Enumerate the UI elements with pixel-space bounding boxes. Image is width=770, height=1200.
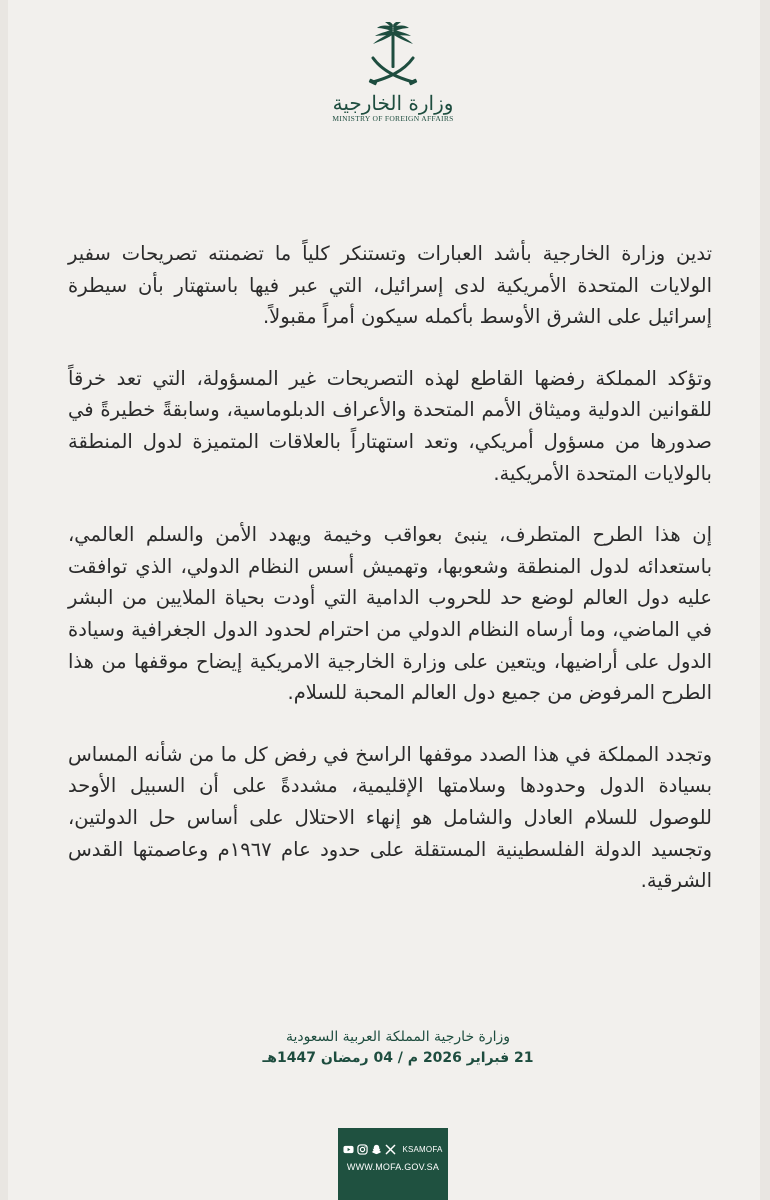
social-footer — [338, 1128, 448, 1200]
instagram-icon[interactable] — [357, 1144, 368, 1155]
palm-swords-emblem-icon — [363, 22, 423, 90]
issuer-name: وزارة خارجية المملكة العربية السعودية — [285, 1029, 511, 1045]
x-icon[interactable] — [385, 1144, 396, 1155]
logo-english-wordmark: MINISTRY OF FOREIGN AFFAIRS — [332, 114, 454, 123]
statement-body — [68, 238, 712, 927]
statement-paragraph-4: وتجدد المملكة في هذا الصدد موقفها الراسخ في رفض كل ما من شأنه المساس بسيادة الدول وحدودها وسلامتها الإقليمية، مشددةً على أن السبيل الأوحد للوصول للسلام العادل والشامل هو إنهاء الاحتلال على أساس حل الدولتين، وتجسيد الدولة الفلسطينية المستقلة على حدود عام ١٩٦٧م وعاصمتها القدس الشرقية. — [68, 742, 713, 893]
snapchat-icon[interactable] — [371, 1144, 382, 1155]
signature-block — [208, 1027, 588, 1069]
youtube-icon[interactable] — [343, 1144, 354, 1155]
statement-paragraph-3: إن هذا الطرح المتطرف، ينبئ بعواقب وخيمة ويهدد الأمن والسلم العالمي، باستعدائه لدول المنطقة وشعوبها، وتهميش أسس النظام الدولي، الذي توافقت عليه دول العالم لوضع حد للحروب الدامية التي أودت بحياة الملايين من البشر في الماضي، وما أرساه النظام الدولي من احترام لحدود الدول الجغرافية وسيادة الدول على أراضيها، ويتعين على وزارة الخارجية الامريكية إيضاح موقفها من هذا الطرح المرفوض من جميع دول العالم المحبة للسلام. — [68, 523, 712, 705]
logo-arabic-wordmark: وزارة الخارجية — [332, 91, 454, 115]
statement-paragraph-2: وتؤكد المملكة رفضها القاطع لهذه التصريحات غير المسؤولة، التي تعد خرقاً للقوانين الدولية وميثاق الأمم المتحدة والأعراف الدبلوماسية، وسابقةً خطيرةً في صدورها من مسؤول أمريكي، وتعد استهتاراً بالعلاقات المتميزة لدول المنطقة بالولايات المتحدة الأمريكية. — [68, 366, 712, 485]
ministry-logo — [308, 22, 478, 142]
statement-paragraph-1: تدين وزارة الخارجية بأشد العبارات وتستنكر كلياً ما تضمنته تصريحات سفير الولايات المتحدة الأمريكية لدى إسرائيل، التي عبر فيها باستهتار بأن سيطرة إسرائيل على الشرق الأوسط بأكمله سيكون أمراً مقبولاً. — [68, 242, 712, 329]
social-links-row — [338, 1142, 448, 1156]
statement-page — [8, 0, 760, 1200]
issue-date: 21 فبراير 2026 م / 04 رمضان 1447هـ — [262, 1050, 534, 1066]
social-handle[interactable]: KSAMOFA — [402, 1144, 443, 1154]
website-link[interactable]: WWW.MOFA.GOV.SA — [346, 1162, 440, 1172]
